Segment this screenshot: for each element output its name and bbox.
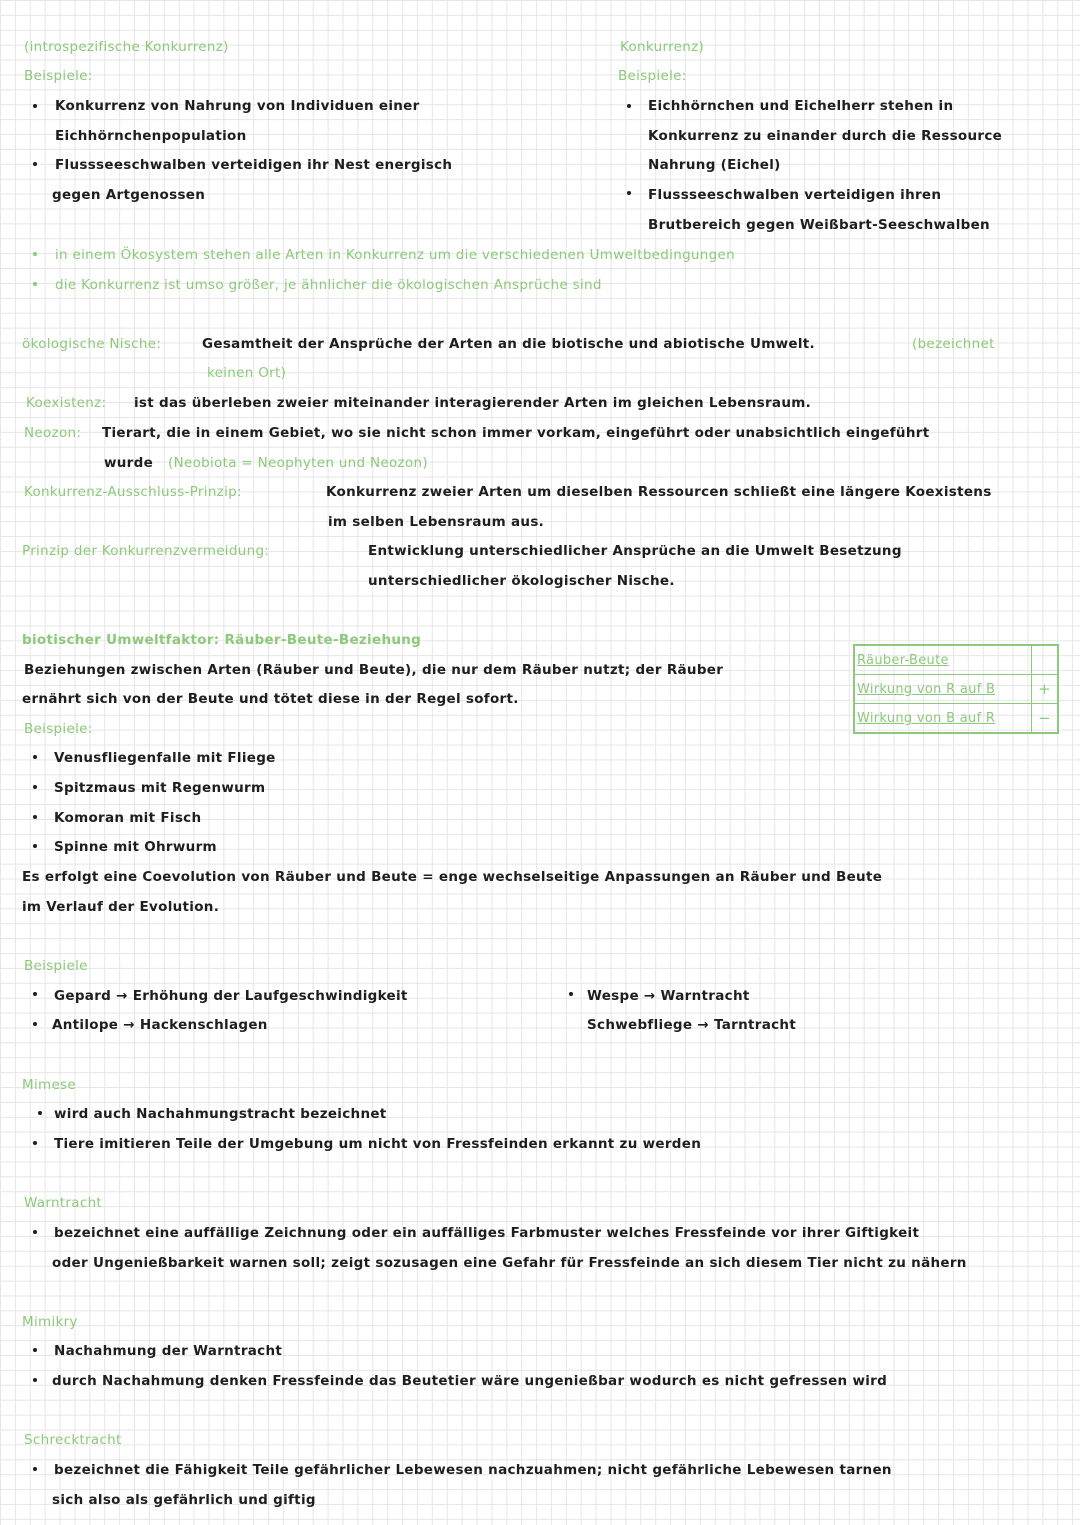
nische-text: Gesamtheit der Ansprüche der Arten an die biotische und abiotische Umwelt.: [202, 336, 815, 352]
kap-text-line-2: im selben Lebensraum aus.: [328, 514, 545, 530]
mimikry-bullet-2: durch Nachahmung denken Fressfeinde das Beutetier wäre ungenießbar wodurch es nicht gefressen wird: [52, 1373, 888, 1389]
neozon-text-line-2: wurde: [104, 455, 154, 471]
right-bullet-2-line-2: Brutbereich gegen Weißbart-Seeschwalben: [648, 217, 990, 233]
bullet-icon: [33, 755, 37, 759]
bullet-icon: [569, 992, 573, 996]
right-bullet-1-line-1: Eichhörnchen und Eichelherr stehen in: [648, 98, 954, 114]
neozon-note: (Neobiota = Neophyten und Neozon): [168, 455, 428, 471]
bullet-icon: [33, 104, 37, 108]
pkv-text-line-1: Entwicklung unterschiedlicher Ansprüche an die Umwelt Besetzung: [368, 543, 902, 559]
left-bullet-2-line-1: Flussseeschwalben verteidigen ihr Nest energisch: [55, 157, 453, 173]
bullet-icon: [33, 1141, 37, 1145]
koexistenz-text: ist das überleben zweier miteinander interagierender Arten im gleichen Lebensraum.: [134, 395, 812, 411]
predator-example-1: Venusfliegenfalle mit Fliege: [54, 750, 276, 766]
note-2: die Konkurrenz ist umso größer, je ähnlicher die ökologischen Ansprüche sind: [55, 277, 602, 293]
table-row-2-sign: −: [1031, 704, 1057, 733]
coevolution-line-1: Es erfolgt eine Coevolution von Räuber und Beute = enge wechselseitige Anpassungen an Räuber und Beute: [22, 869, 883, 885]
pkv-text-line-2: unterschiedlicher ökologischer Nische.: [368, 573, 675, 589]
warntracht-heading: Warntracht: [24, 1195, 103, 1211]
table-header: Räuber-Beute: [855, 646, 1031, 675]
note-1: in einem Ökosystem stehen alle Arten in Konkurrenz um die verschiedenen Umweltbedingungen: [55, 247, 735, 263]
neozon-text-line-1: Tierart, die in einem Gebiet, wo sie nicht schon immer vorkam, eingeführt oder unabsichtlich eingeführt: [102, 425, 930, 441]
mimese-bullet-2: Tiere imitieren Teile der Umgebung um nicht von Fressfeinden erkannt zu werden: [54, 1136, 702, 1152]
mimikry-heading: Mimikry: [22, 1314, 78, 1330]
coevolution-line-2: im Verlauf der Evolution.: [22, 899, 220, 915]
right-bullet-1-line-3: Nahrung (Eichel): [648, 157, 781, 173]
bullet-icon: [33, 162, 37, 166]
schrecktracht-heading: Schrecktracht: [24, 1432, 122, 1448]
right-examples-label: Beispiele:: [618, 68, 687, 84]
bullet-icon: [33, 815, 37, 819]
kap-term: Konkurrenz-Ausschluss-Prinzip:: [24, 484, 242, 500]
schrecktracht-line-1: bezeichnet die Fähigkeit Teile gefährlicher Lebewesen nachzuahmen; nicht gefährliche Lebewesen tarnen: [54, 1462, 892, 1478]
bullet-icon: [33, 992, 37, 996]
bullet-icon: [33, 252, 37, 256]
predator-text-line-1: Beziehungen zwischen Arten (Räuber und Beute), die nur dem Räuber nutzt; der Räuber: [24, 662, 724, 678]
predator-example-4: Spinne mit Ohrwurm: [54, 839, 217, 855]
table-row-1: Wirkung von R auf B: [855, 675, 1031, 704]
examples2-label: Beispiele: [24, 958, 88, 974]
predator-examples-label: Beispiele:: [24, 721, 93, 737]
bullet-icon: [33, 1348, 37, 1352]
nische-note-line-2: keinen Ort): [207, 365, 287, 381]
bullet-icon: [33, 844, 37, 848]
examples2-right-1: Wespe → Warntracht: [587, 988, 750, 1004]
bullet-icon: [627, 104, 631, 108]
right-bullet-1-line-2: Konkurrenz zu einander durch die Ressource: [648, 128, 1003, 144]
left-bullet-1-line-2: Eichhörnchenpopulation: [55, 128, 247, 144]
table-row-2: Wirkung von B auf R: [857, 711, 996, 726]
bullet-icon: [33, 282, 37, 286]
nische-note-line-1: (bezeichnet: [912, 336, 995, 352]
left-bullet-1-line-1: Konkurrenz von Nahrung von Individuen einer: [55, 98, 420, 114]
bullet-icon: [33, 1022, 37, 1026]
schrecktracht-line-2: sich also als gefährlich und giftig: [52, 1492, 316, 1508]
examples2-left-1: Gepard → Erhöhung der Laufgeschwindigkeit: [54, 988, 408, 1004]
warntracht-line-2: oder Ungenießbarkeit warnen soll; zeigt sozusagen eine Gefahr für Fressfeinde an sich diesem Tier nicht zu nähern: [52, 1255, 967, 1271]
predator-text-line-2: ernährt sich von der Beute und tötet diese in der Regel sofort.: [22, 691, 519, 707]
bullet-icon: [627, 191, 631, 195]
warntracht-line-1: bezeichnet eine auffällige Zeichnung oder ein auffälliges Farbmuster welches Fressfeinde vor ihrer Giftigkeit: [54, 1225, 920, 1241]
right-bullet-2-line-1: Flussseeschwalben verteidigen ihren: [648, 187, 942, 203]
right-heading: Konkurrenz): [620, 39, 705, 55]
bullet-icon: [33, 785, 37, 789]
mimikry-bullet-1: Nachahmung der Warntracht: [54, 1343, 283, 1359]
mimese-heading: Mimese: [22, 1077, 76, 1093]
predator-heading: biotischer Umweltfaktor: Räuber-Beute-Beziehung: [22, 632, 422, 648]
examples2-right-2: Schwebfliege → Tarntracht: [587, 1017, 797, 1033]
neozon-term: Neozon:: [24, 425, 82, 441]
predator-example-3: Komoran mit Fisch: [54, 810, 202, 826]
examples2-left-2: Antilope → Hackenschlagen: [52, 1017, 268, 1033]
predator-prey-table: [853, 644, 1059, 734]
table-row-1-sign: +: [1031, 675, 1057, 704]
bullet-icon: [33, 1230, 37, 1234]
kap-text-line-1: Konkurrenz zweier Arten um dieselben Ressourcen schließt eine längere Koexistens: [326, 484, 992, 500]
pkv-term: Prinzip der Konkurrenzvermeidung:: [22, 543, 270, 559]
koexistenz-term: Koexistenz:: [26, 395, 107, 411]
left-heading: (introspezifische Konkurrenz): [24, 39, 229, 55]
table-header-cell: [1031, 646, 1057, 675]
bullet-icon: [33, 1467, 37, 1471]
left-bullet-2-line-2: gegen Artgenossen: [52, 187, 206, 203]
nische-term: ökologische Nische:: [22, 336, 162, 352]
left-examples-label: Beispiele:: [24, 68, 93, 84]
bullet-icon: [33, 1378, 37, 1382]
predator-example-2: Spitzmaus mit Regenwurm: [54, 780, 266, 796]
mimese-bullet-1: wird auch Nachahmungstracht bezeichnet: [54, 1106, 387, 1122]
bullet-icon: [38, 1111, 42, 1115]
